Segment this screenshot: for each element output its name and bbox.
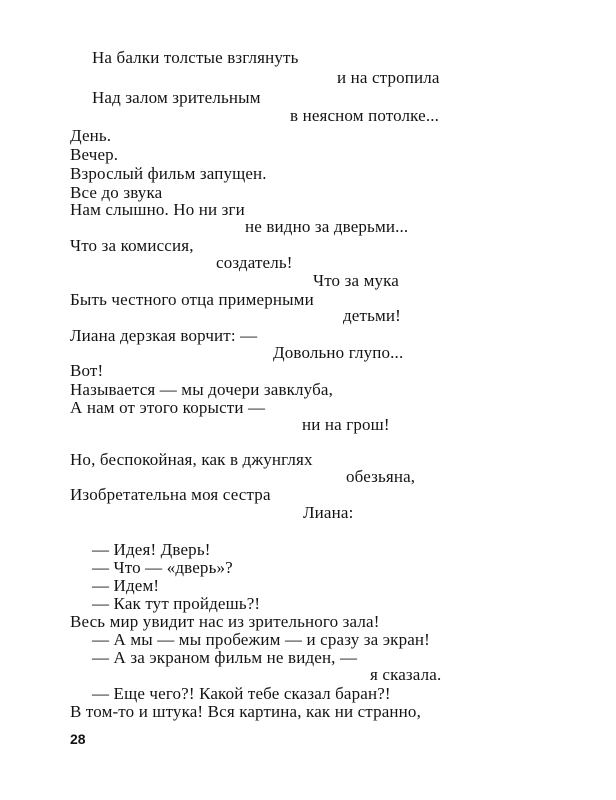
- dialogue-line: Весь мир увидит нас из зрительного зала!: [70, 612, 380, 631]
- poem-line: Изобретательна моя сестра: [70, 485, 271, 504]
- poem-line: детьми!: [343, 306, 401, 325]
- poem-line: Что за мука: [313, 271, 399, 290]
- poem-line: Быть честного отца примерными: [70, 290, 314, 309]
- poem-line: Лиана дерзкая ворчит: —: [70, 326, 258, 345]
- poem-line: Довольно глупо...: [273, 343, 404, 362]
- dialogue-line: — Идем!: [92, 576, 160, 595]
- poem-line: обезьяна,: [346, 467, 416, 486]
- poem-line: не видно за дверьми...: [245, 217, 409, 236]
- poem-line: и на стропила: [337, 68, 440, 87]
- poem-line: в неясном потолке...: [290, 106, 440, 125]
- dialogue-line: В том-то и штука! Вся картина, как ни странно,: [70, 702, 421, 721]
- poem-line: создатель!: [216, 253, 293, 272]
- dialogue-line: — Как тут пройдешь?!: [92, 594, 261, 613]
- poem-line: Вечер.: [70, 145, 119, 164]
- poem-line: ни на грош!: [302, 415, 390, 434]
- poem-line: Лиана:: [303, 503, 354, 522]
- dialogue-line: — Еще чего?! Какой тебе сказал баран?!: [92, 684, 391, 703]
- poem-line: Называется — мы дочери завклуба,: [70, 380, 333, 399]
- dialogue-line: — А мы — мы пробежим — и сразу за экран!: [92, 630, 430, 649]
- dialogue-line: — Что — «дверь»?: [92, 558, 233, 577]
- dialogue-line: я сказала.: [370, 665, 442, 684]
- poem-line: Все до звука: [70, 183, 163, 202]
- poem-line: Над залом зрительным: [92, 88, 261, 107]
- poem-line: На балки толстые взглянуть: [92, 48, 299, 67]
- poem-line: Но, беспокойная, как в джунглях: [70, 450, 313, 469]
- dialogue-line: — А за экраном фильм не виден, —: [92, 648, 358, 667]
- poem-line: Что за комиссия,: [70, 236, 194, 255]
- poem-line: А нам от этого корысти —: [70, 398, 266, 417]
- page-number: 28: [70, 731, 86, 747]
- dialogue-line: — Идея! Дверь!: [92, 540, 211, 559]
- poem-line: Вот!: [70, 361, 104, 380]
- poem-line: Взрослый фильм запущен.: [70, 164, 267, 183]
- poem-line: Нам слышно. Но ни зги: [70, 200, 245, 219]
- poem-line: День.: [70, 126, 112, 145]
